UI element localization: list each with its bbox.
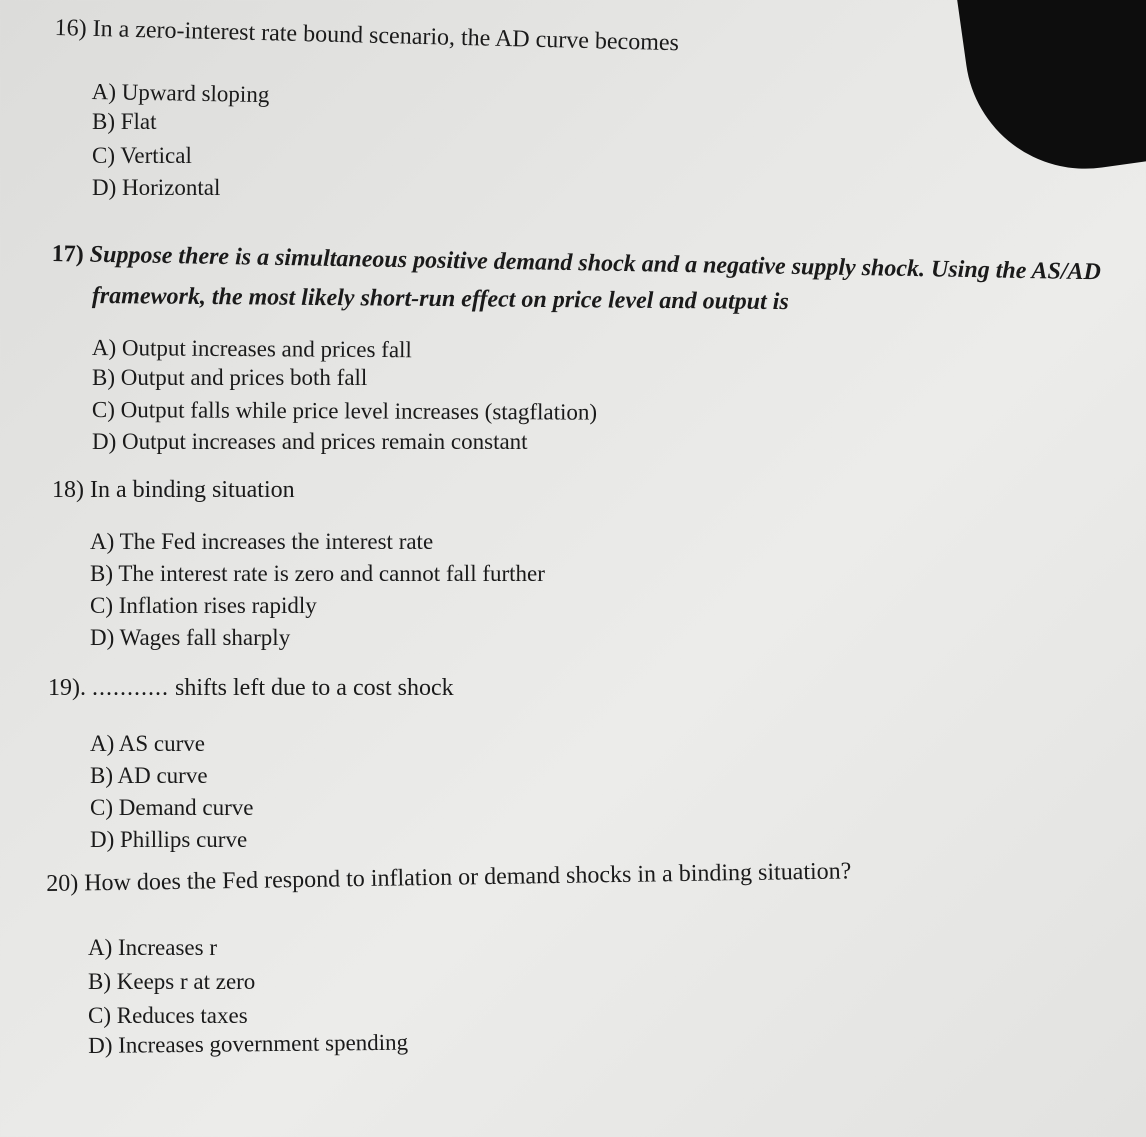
q17-option-b: B) Output and prices both fall: [92, 365, 368, 390]
q16-option-d: D) Horizontal: [92, 175, 221, 200]
question-19-text: shifts left due to a cost shock: [175, 675, 454, 701]
q17-option-c: C) Output falls while price level increases (stagflation): [91, 397, 598, 425]
q18-option-d: D) Wages fall sharply: [90, 625, 291, 650]
question-20-text: How does the Fed respond to inflation or demand shocks in a binding situation?: [84, 858, 852, 897]
q20-option-a: A) Increases r: [88, 935, 217, 960]
q20-option-b: B) Keeps r at zero: [88, 969, 256, 994]
question-18: [52, 476, 295, 504]
question-17: [52, 240, 1102, 286]
q20-option-d: D) Increases government spending: [88, 1029, 409, 1058]
question-16-number: 16): [54, 14, 87, 42]
q18-option-b: B) The interest rate is zero and cannot fall further: [90, 561, 545, 586]
question-17-text-line2: framework, the most likely short-run effect on price level and output is: [91, 282, 789, 316]
q19-option-b: B) AD curve: [90, 763, 208, 788]
question-19: [48, 674, 454, 702]
question-17-number: 17): [51, 240, 84, 268]
question-18-text: In a binding situation: [90, 477, 295, 503]
q16-option-a: A) Upward sloping: [91, 78, 270, 108]
q17-option-a: A) Output increases and prices fall: [91, 334, 412, 363]
question-18-number: 18): [52, 477, 84, 503]
q19-option-d: D) Phillips curve: [90, 827, 248, 852]
q19-option-c: C) Demand curve: [90, 795, 254, 820]
q16-option-b: B) Flat: [92, 109, 157, 134]
q19-option-a: A) AS curve: [90, 731, 205, 756]
question-17-text-line1: Suppose there is a simultaneous positive demand shock and a negative supply shock. Using the AS/AD: [89, 241, 1102, 286]
question-20: [46, 857, 852, 898]
question-16: [54, 14, 679, 57]
dark-corner-shadow: [951, 0, 1146, 184]
question-20-number: 20): [46, 870, 79, 897]
q17-option-d: D) Output increases and prices remain constant: [92, 429, 528, 454]
q18-option-c: C) Inflation rises rapidly: [90, 593, 317, 618]
question-19-number: 19).: [48, 675, 86, 701]
q18-option-a: A) The Fed increases the interest rate: [90, 529, 434, 554]
question-19-blank: ...........: [92, 675, 169, 701]
q16-option-c: C) Vertical: [92, 143, 192, 168]
q20-option-c: C) Reduces taxes: [88, 1003, 248, 1028]
question-16-text: In a zero-interest rate bound scenario, the AD curve becomes: [92, 15, 680, 57]
